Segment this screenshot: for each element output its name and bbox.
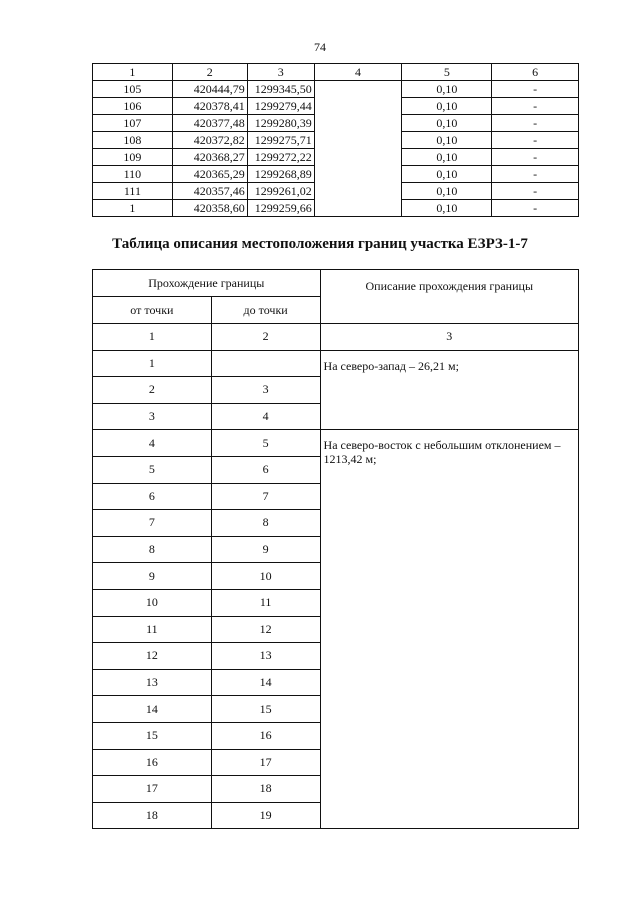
to-point-cell: 16 (211, 722, 320, 749)
to-point-cell: 9 (211, 536, 320, 563)
table-row (93, 81, 579, 98)
coords-cell: - (492, 98, 579, 115)
coords-cell: 420444,79 (172, 81, 247, 98)
to-point-cell: 13 (211, 643, 320, 670)
from-point-cell: 5 (93, 456, 212, 483)
coords-cell: - (492, 115, 579, 132)
header-boundary-description: Описание прохождения границы (320, 270, 578, 324)
boundary-description-cell: На северо-восток с небольшим отклонением – 1213,42 м; (320, 430, 578, 829)
header-from-point: от точки (93, 297, 212, 324)
from-point-cell: 10 (93, 589, 212, 616)
from-point-cell: 14 (93, 696, 212, 723)
coords-cell: 111 (93, 183, 173, 200)
coords-cell: 0,10 (402, 81, 492, 98)
coords-cell: 1299345,50 (247, 81, 314, 98)
from-point-cell: 18 (93, 802, 212, 829)
boundary-description-cell: На северо-запад – 26,21 м; (320, 350, 578, 430)
from-point-cell: 4 (93, 430, 212, 457)
column-number: 2 (211, 324, 320, 351)
to-point-cell: 7 (211, 483, 320, 510)
coordinates-table (92, 63, 579, 217)
header-to-point: до точки (211, 297, 320, 324)
from-point-cell: 7 (93, 510, 212, 537)
from-point-cell: 16 (93, 749, 212, 776)
coords-cell: 1299280,39 (247, 115, 314, 132)
coords-cell: 420368,27 (172, 149, 247, 166)
to-point-cell: 5 (211, 430, 320, 457)
coords-cell: 109 (93, 149, 173, 166)
coords-cell (314, 81, 402, 217)
from-point-cell: 15 (93, 722, 212, 749)
table-row (93, 350, 579, 377)
from-point-cell: 13 (93, 669, 212, 696)
coords-cell: 1299275,71 (247, 132, 314, 149)
coords-cell: 1 (93, 200, 173, 217)
coords-cell: 420358,60 (172, 200, 247, 217)
coords-cell: 1299259,66 (247, 200, 314, 217)
to-point-cell: 14 (211, 669, 320, 696)
coords-cell: 105 (93, 81, 173, 98)
coords-cell: 1299268,89 (247, 166, 314, 183)
coords-header-cell: 6 (492, 64, 579, 81)
coords-cell: 420357,46 (172, 183, 247, 200)
from-point-cell: 3 (93, 403, 212, 430)
coords-cell: 0,10 (402, 166, 492, 183)
to-point-cell: 4 (211, 403, 320, 430)
coords-cell: 110 (93, 166, 173, 183)
coords-cell: 0,10 (402, 98, 492, 115)
to-point-cell: 11 (211, 589, 320, 616)
coords-cell: 1299279,44 (247, 98, 314, 115)
from-point-cell: 17 (93, 776, 212, 803)
coords-cell: 0,10 (402, 132, 492, 149)
column-number: 3 (320, 324, 578, 351)
coords-header-cell: 3 (247, 64, 314, 81)
coords-cell: 420372,82 (172, 132, 247, 149)
from-point-cell: 12 (93, 643, 212, 670)
to-point-cell: 10 (211, 563, 320, 590)
from-point-cell: 9 (93, 563, 212, 590)
coords-cell: 1299272,22 (247, 149, 314, 166)
coords-cell: - (492, 81, 579, 98)
from-point-cell: 2 (93, 377, 212, 404)
coords-cell: - (492, 166, 579, 183)
coords-header-cell: 1 (93, 64, 173, 81)
coords-cell: 420365,29 (172, 166, 247, 183)
coords-cell: - (492, 132, 579, 149)
coords-cell: 0,10 (402, 183, 492, 200)
coords-cell: - (492, 149, 579, 166)
from-point-cell: 11 (93, 616, 212, 643)
coords-cell: 0,10 (402, 149, 492, 166)
column-number: 1 (93, 324, 212, 351)
to-point-cell: 18 (211, 776, 320, 803)
coords-cell: 0,10 (402, 115, 492, 132)
coords-cell: 0,10 (402, 200, 492, 217)
to-point-cell: 8 (211, 510, 320, 537)
table-row (93, 430, 579, 457)
to-point-cell: 17 (211, 749, 320, 776)
page-number: 74 (314, 40, 326, 54)
coords-header-cell: 4 (314, 64, 402, 81)
coords-cell: - (492, 200, 579, 217)
to-point-cell: 15 (211, 696, 320, 723)
coords-header-cell: 5 (402, 64, 492, 81)
boundary-description-table (92, 269, 579, 829)
coords-cell: - (492, 183, 579, 200)
coords-header-cell: 2 (172, 64, 247, 81)
boundary-table-title: Таблица описания местоположения границ участка ЕЗРЗ-1-7 (112, 236, 528, 252)
coords-cell: 1299261,02 (247, 183, 314, 200)
header-boundary-passage: Прохождение границы (93, 270, 321, 297)
coords-cell: 106 (93, 98, 173, 115)
to-point-cell: 12 (211, 616, 320, 643)
from-point-cell: 6 (93, 483, 212, 510)
to-point-cell: 19 (211, 802, 320, 829)
to-point-cell (211, 350, 320, 377)
from-point-cell: 8 (93, 536, 212, 563)
coords-cell: 420378,41 (172, 98, 247, 115)
coords-cell: 107 (93, 115, 173, 132)
from-point-cell: 1 (93, 350, 212, 377)
coords-cell: 108 (93, 132, 173, 149)
coords-cell: 420377,48 (172, 115, 247, 132)
to-point-cell: 6 (211, 456, 320, 483)
to-point-cell: 3 (211, 377, 320, 404)
